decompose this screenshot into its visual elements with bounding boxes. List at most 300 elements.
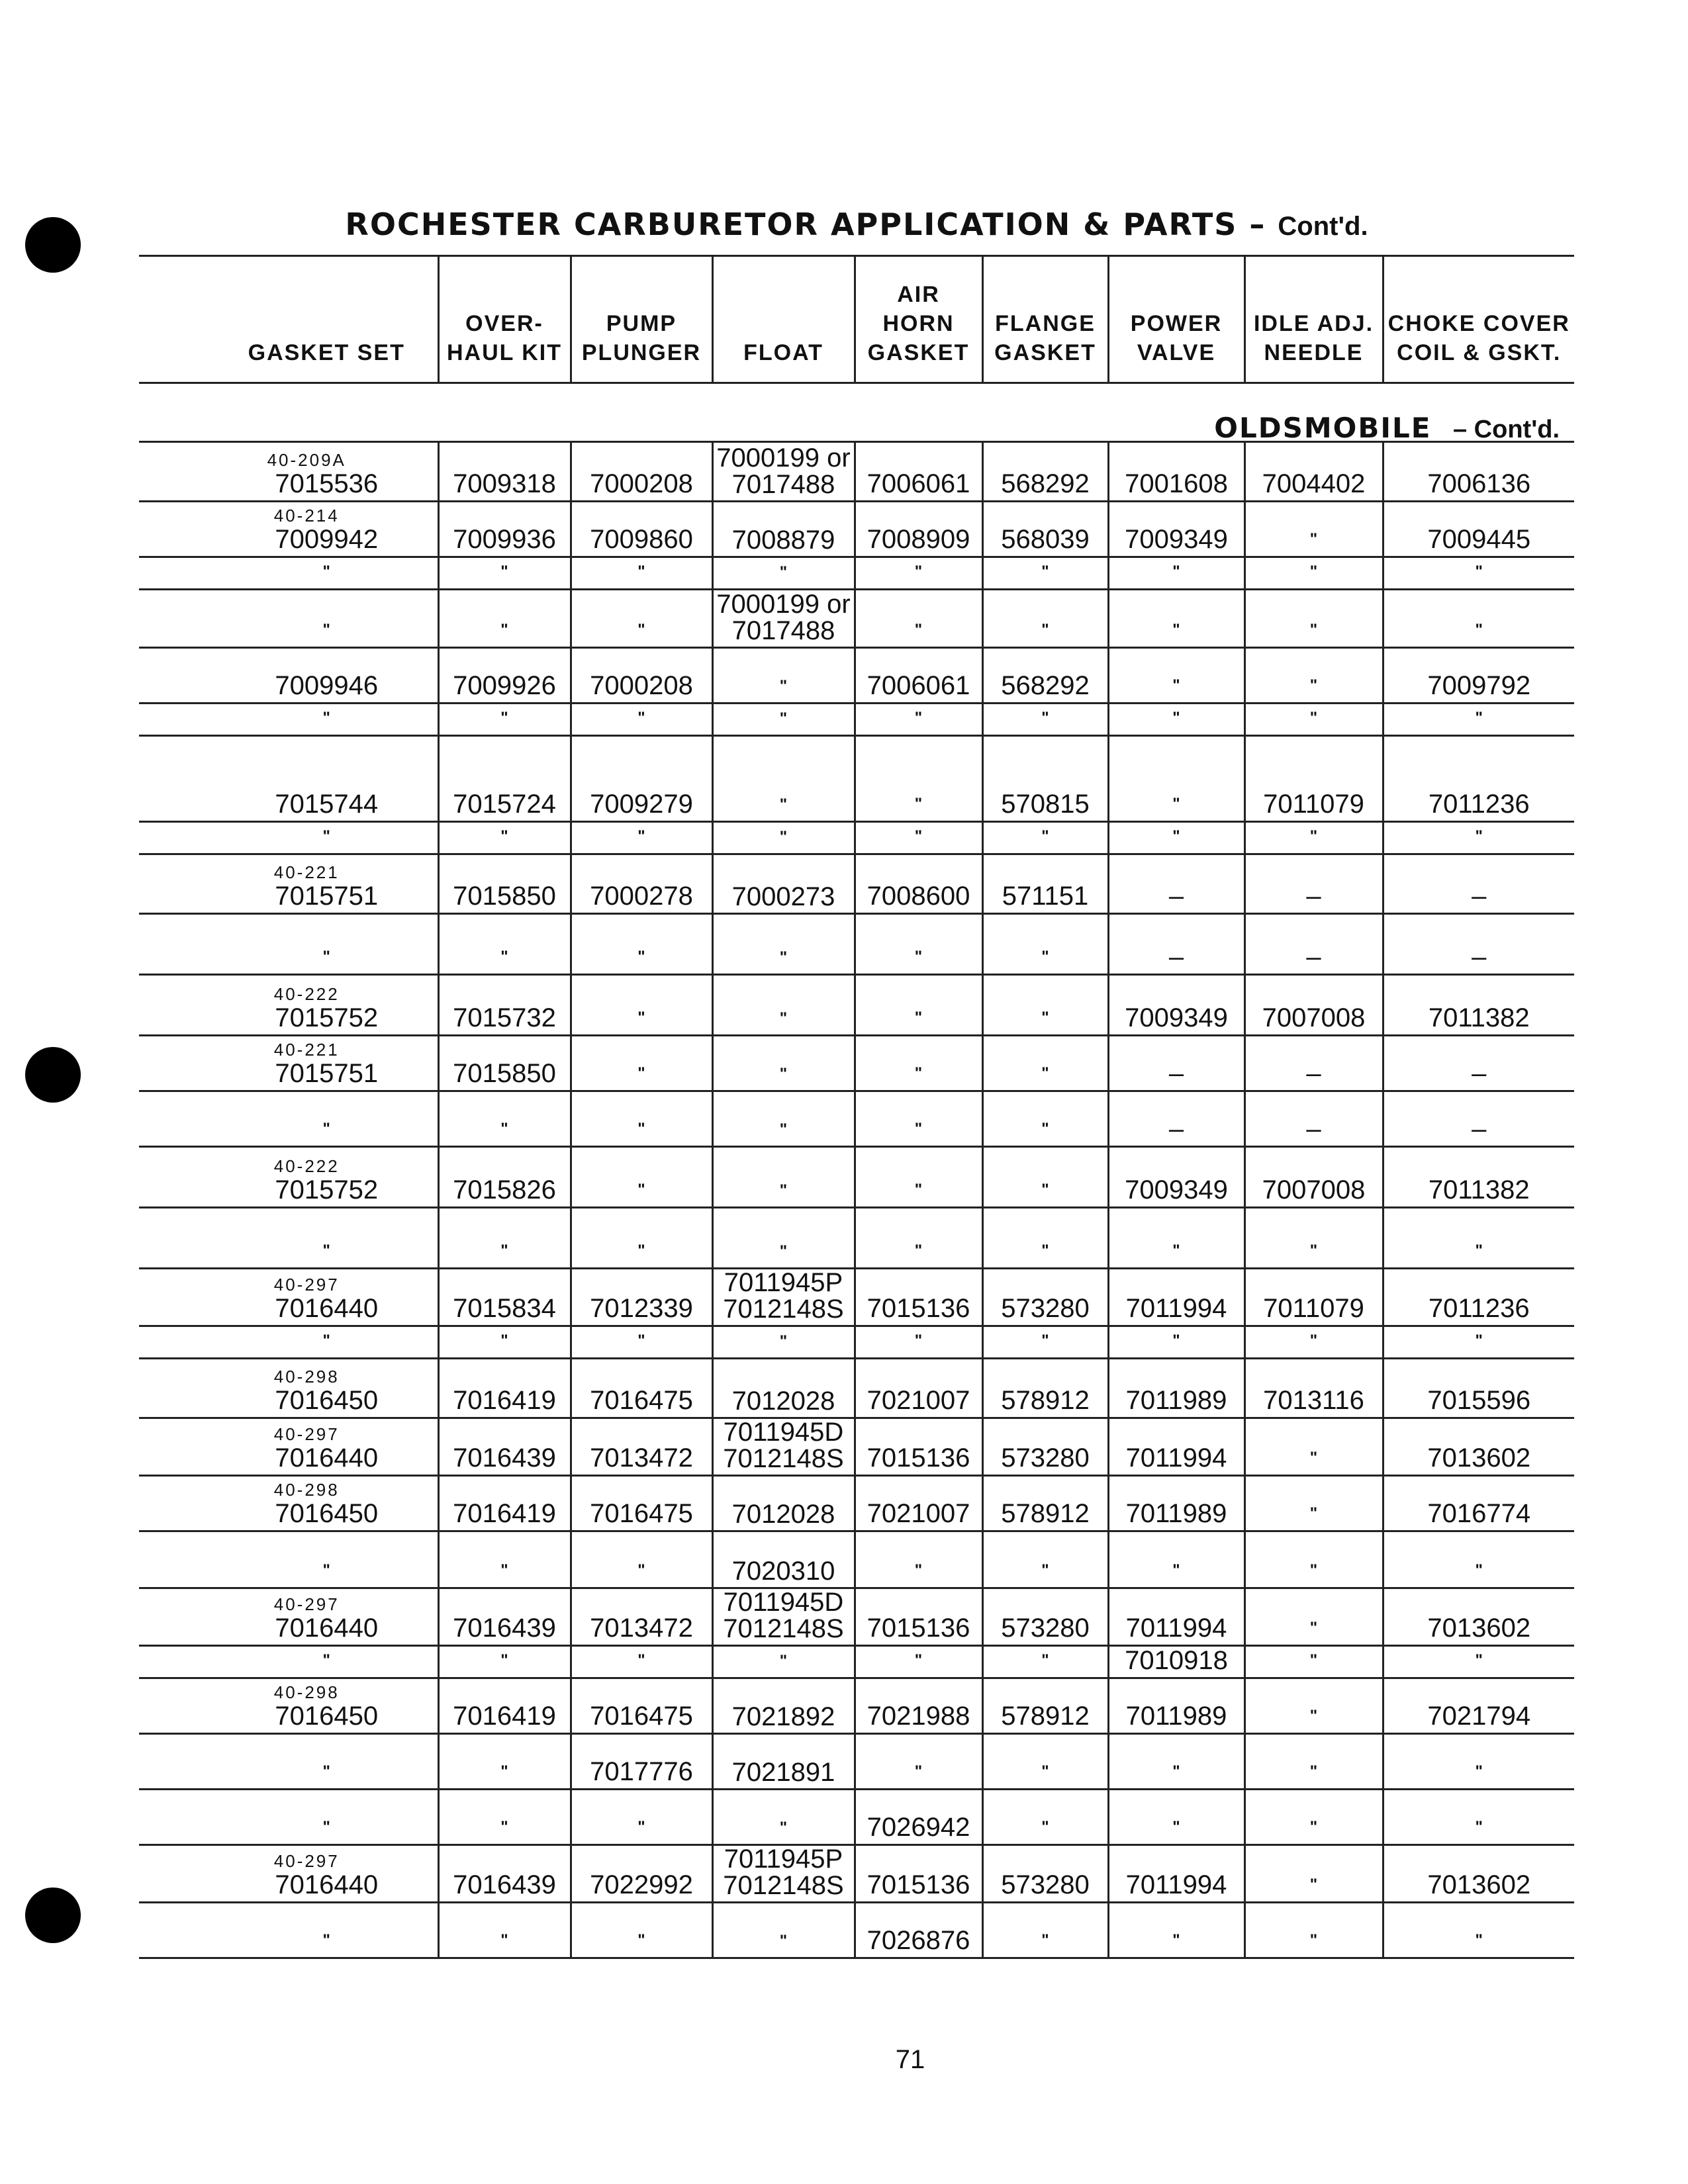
cell-choke: 7011382 xyxy=(1383,974,1574,1035)
cell-air-horn: 7026942 xyxy=(855,1789,982,1844)
float-part: 7021891 xyxy=(731,1757,835,1787)
table-row xyxy=(139,854,1574,913)
cell-air-horn: 7021007 xyxy=(855,1475,982,1531)
cell-flange: 573280 xyxy=(982,1588,1108,1645)
cell-air-horn: " xyxy=(855,703,982,735)
cell-gasket xyxy=(139,913,438,974)
cell-power: " xyxy=(1108,1207,1244,1268)
gasket-number: " xyxy=(322,1241,330,1259)
cell-air-horn: " xyxy=(855,1091,982,1146)
cell-overhaul: 7009318 xyxy=(438,443,571,501)
cell-float xyxy=(712,1358,855,1418)
cell-gasket xyxy=(139,1358,438,1418)
cell-air-horn: 7008909 xyxy=(855,501,982,557)
cell-idle: 7007008 xyxy=(1244,1146,1383,1207)
title-dash: – xyxy=(1237,206,1278,242)
cell-idle: 7013116 xyxy=(1244,1358,1383,1418)
float-part: " xyxy=(779,1818,788,1837)
cell-idle: " xyxy=(1244,1789,1383,1844)
cell-flange: 573280 xyxy=(982,1418,1108,1475)
cell-idle: " xyxy=(1244,1418,1383,1475)
cell-air-horn: " xyxy=(855,1207,982,1268)
cell-overhaul: " xyxy=(438,821,571,854)
cell-float xyxy=(712,443,855,501)
cell-power: 7011994 xyxy=(1108,1268,1244,1326)
cell-pump: " xyxy=(571,557,712,589)
cell-flange: 573280 xyxy=(982,1268,1108,1326)
cell-pump: " xyxy=(571,1645,712,1678)
title-contd: Cont'd. xyxy=(1278,212,1368,241)
cell-power: 7009349 xyxy=(1108,501,1244,557)
cell-overhaul: " xyxy=(438,557,571,589)
cell-float xyxy=(712,1733,855,1789)
cell-power: 7001608 xyxy=(1108,443,1244,501)
cell-idle: " xyxy=(1244,647,1383,703)
cell-pump: " xyxy=(571,913,712,974)
cell-air-horn: " xyxy=(855,589,982,647)
float-part: 7011945D xyxy=(723,1417,844,1447)
gasket-number: " xyxy=(322,1651,330,1669)
section-contd: – Cont'd. xyxy=(1446,416,1560,443)
cell-idle: 7011079 xyxy=(1244,1268,1383,1326)
cell-pump: " xyxy=(571,821,712,854)
cell-air-horn: 7021988 xyxy=(855,1678,982,1733)
table-row xyxy=(139,501,1574,557)
cell-flange: " xyxy=(982,557,1108,589)
cell-pump: 7013472 xyxy=(571,1418,712,1475)
cell-overhaul: " xyxy=(438,1789,571,1844)
cell-overhaul: " xyxy=(438,1531,571,1588)
float-part: 7011945P xyxy=(724,1844,843,1874)
cell-flange: " xyxy=(982,821,1108,854)
cell-air-horn: " xyxy=(855,1035,982,1091)
cell-choke: " xyxy=(1383,1902,1574,1958)
cell-choke: 7009792 xyxy=(1383,647,1574,703)
float-part: " xyxy=(779,1332,788,1350)
float-part: " xyxy=(779,676,788,695)
table-row xyxy=(139,703,1574,735)
cell-overhaul: 7016439 xyxy=(438,1588,571,1645)
cell-air-horn: 7015136 xyxy=(855,1418,982,1475)
cell-float xyxy=(712,1588,855,1645)
header-air-horn-gasket: AIR HORN GASKET xyxy=(855,256,982,383)
cell-power: 7011989 xyxy=(1108,1678,1244,1733)
cell-power: " xyxy=(1108,735,1244,821)
cell-power: " xyxy=(1108,647,1244,703)
parts-table xyxy=(139,443,1574,1959)
cell-flange: " xyxy=(982,1035,1108,1091)
cell-gasket xyxy=(139,821,438,854)
cell-air-horn: " xyxy=(855,1531,982,1588)
cell-idle: – xyxy=(1244,913,1383,974)
cell-air-horn: 7015136 xyxy=(855,1268,982,1326)
cell-overhaul: 7016439 xyxy=(438,1418,571,1475)
cell-idle: " xyxy=(1244,557,1383,589)
cell-idle: " xyxy=(1244,1207,1383,1268)
cell-pump: " xyxy=(571,1035,712,1091)
cell-overhaul: 7016419 xyxy=(438,1475,571,1531)
float-part: " xyxy=(779,1242,788,1260)
cell-float xyxy=(712,557,855,589)
cell-air-horn: 7015136 xyxy=(855,1588,982,1645)
cell-overhaul: 7015850 xyxy=(438,1035,571,1091)
cell-flange: " xyxy=(982,1902,1108,1958)
cell-gasket xyxy=(139,1418,438,1475)
cell-overhaul: " xyxy=(438,1902,571,1958)
gasket-number: " xyxy=(322,620,330,639)
cell-air-horn: " xyxy=(855,1326,982,1358)
float-part: 7012028 xyxy=(731,1386,835,1416)
header-idle-adj-needle: IDLE ADJ. NEEDLE xyxy=(1244,256,1383,383)
float-part: 7017488 xyxy=(731,469,835,499)
cell-flange: " xyxy=(982,1733,1108,1789)
cell-gasket xyxy=(139,443,438,501)
gasket-code: 40-298 xyxy=(273,1479,340,1500)
cell-air-horn: " xyxy=(855,557,982,589)
cell-flange: 568292 xyxy=(982,443,1108,501)
gasket-code: 40-214 xyxy=(273,505,340,525)
float-part: 7011945P xyxy=(724,1267,843,1297)
cell-pump: 7000208 xyxy=(571,443,712,501)
cell-power: " xyxy=(1108,1902,1244,1958)
gasket-number: 7009946 xyxy=(275,670,379,700)
cell-idle: – xyxy=(1244,1035,1383,1091)
cell-power: 7009349 xyxy=(1108,974,1244,1035)
cell-flange: 571151 xyxy=(982,854,1108,913)
gasket-code: 40-221 xyxy=(273,1039,340,1060)
gasket-number: " xyxy=(322,1119,330,1138)
cell-choke: " xyxy=(1383,1531,1574,1588)
float-part: 7011945D xyxy=(723,1587,844,1617)
cell-float xyxy=(712,1645,855,1678)
table-row xyxy=(139,1207,1574,1268)
cell-power: 7011989 xyxy=(1108,1358,1244,1418)
float-part: " xyxy=(779,827,788,846)
header-float: FLOAT xyxy=(712,256,855,383)
table-row xyxy=(139,589,1574,647)
cell-choke: – xyxy=(1383,854,1574,913)
cell-choke: " xyxy=(1383,1326,1574,1358)
cell-flange: " xyxy=(982,913,1108,974)
cell-overhaul: 7016419 xyxy=(438,1358,571,1418)
gasket-number: " xyxy=(322,1931,330,1949)
cell-overhaul: 7015826 xyxy=(438,1146,571,1207)
column-header-table xyxy=(139,255,1574,384)
header-overhaul-kit: OVER-HAUL KIT xyxy=(438,256,571,383)
cell-overhaul: 7016419 xyxy=(438,1678,571,1733)
cell-flange: " xyxy=(982,1531,1108,1588)
cell-flange: 578912 xyxy=(982,1678,1108,1733)
header-flange-gasket: FLANGE GASKET xyxy=(982,256,1108,383)
cell-float xyxy=(712,1789,855,1844)
table-row xyxy=(139,1475,1574,1531)
cell-choke: 7015596 xyxy=(1383,1358,1574,1418)
cell-idle: " xyxy=(1244,1645,1383,1678)
cell-choke: 7021794 xyxy=(1383,1678,1574,1733)
cell-choke: – xyxy=(1383,1091,1574,1146)
cell-idle: – xyxy=(1244,1091,1383,1146)
float-part: 7012148S xyxy=(723,1294,844,1324)
cell-pump: 7000278 xyxy=(571,854,712,913)
cell-power: – xyxy=(1108,913,1244,974)
table-row xyxy=(139,1531,1574,1588)
cell-overhaul: 7009926 xyxy=(438,647,571,703)
cell-float xyxy=(712,735,855,821)
cell-choke: 7006136 xyxy=(1383,443,1574,501)
cell-overhaul: " xyxy=(438,1091,571,1146)
table-row xyxy=(139,1358,1574,1418)
cell-gasket xyxy=(139,501,438,557)
cell-gasket xyxy=(139,1268,438,1326)
cell-choke: 7011236 xyxy=(1383,735,1574,821)
cell-air-horn: 7006061 xyxy=(855,647,982,703)
cell-idle: " xyxy=(1244,1733,1383,1789)
cell-float xyxy=(712,1531,855,1588)
gasket-number: 7009942 xyxy=(275,524,379,554)
cell-idle: " xyxy=(1244,1588,1383,1645)
gasket-number: " xyxy=(322,1561,330,1579)
cell-gasket xyxy=(139,1588,438,1645)
cell-overhaul: " xyxy=(438,1207,571,1268)
cell-gasket xyxy=(139,854,438,913)
cell-idle: " xyxy=(1244,703,1383,735)
cell-flange: 578912 xyxy=(982,1358,1108,1418)
cell-float xyxy=(712,1091,855,1146)
cell-float xyxy=(712,974,855,1035)
cell-air-horn: 7008600 xyxy=(855,854,982,913)
cell-flange: " xyxy=(982,974,1108,1035)
title-main: ROCHESTER CARBURETOR APPLICATION & PARTS xyxy=(345,206,1238,242)
cell-overhaul: 7015850 xyxy=(438,854,571,913)
table-row xyxy=(139,1902,1574,1958)
cell-choke: 7013602 xyxy=(1383,1844,1574,1902)
cell-idle: " xyxy=(1244,1475,1383,1531)
cell-power: " xyxy=(1108,1733,1244,1789)
float-part: " xyxy=(779,563,788,581)
table-row xyxy=(139,1678,1574,1733)
cell-power: " xyxy=(1108,703,1244,735)
float-part: 7000199 or xyxy=(716,589,851,619)
cell-air-horn: 7021007 xyxy=(855,1358,982,1418)
cell-flange: " xyxy=(982,703,1108,735)
cell-power: " xyxy=(1108,1789,1244,1844)
gasket-number: 7015751 xyxy=(275,881,379,911)
gasket-code: 40-297 xyxy=(273,1274,340,1295)
cell-choke: " xyxy=(1383,703,1574,735)
cell-choke: – xyxy=(1383,1035,1574,1091)
header-pump-plunger: PUMP PLUNGER xyxy=(571,256,712,383)
cell-flange: " xyxy=(982,1091,1108,1146)
cell-choke: " xyxy=(1383,1645,1574,1678)
cell-float xyxy=(712,1035,855,1091)
table-row xyxy=(139,557,1574,589)
cell-idle: 7011079 xyxy=(1244,735,1383,821)
gasket-number: 7016450 xyxy=(275,1385,379,1415)
cell-float xyxy=(712,854,855,913)
float-part: 7000273 xyxy=(731,882,835,911)
cell-gasket xyxy=(139,1326,438,1358)
table-row xyxy=(139,443,1574,501)
table-row xyxy=(139,1789,1574,1844)
gasket-number: 7016440 xyxy=(275,1613,379,1643)
cell-flange: " xyxy=(982,1645,1108,1678)
cell-float xyxy=(712,1475,855,1531)
cell-gasket xyxy=(139,1645,438,1678)
section-heading xyxy=(139,390,1574,443)
cell-gasket xyxy=(139,557,438,589)
cell-pump: " xyxy=(571,1902,712,1958)
cell-power: – xyxy=(1108,1091,1244,1146)
cell-gasket xyxy=(139,647,438,703)
cell-float xyxy=(712,913,855,974)
cell-flange: " xyxy=(982,1207,1108,1268)
binder-hole-top xyxy=(25,217,81,273)
cell-overhaul: " xyxy=(438,913,571,974)
cell-overhaul: 7015724 xyxy=(438,735,571,821)
cell-flange: " xyxy=(982,1146,1108,1207)
gasket-number: 7016440 xyxy=(275,1443,379,1473)
cell-float xyxy=(712,1418,855,1475)
gasket-number: 7016440 xyxy=(275,1293,379,1323)
cell-overhaul: 7016439 xyxy=(438,1844,571,1902)
cell-idle: " xyxy=(1244,501,1383,557)
gasket-number: 7015752 xyxy=(275,1175,379,1205)
cell-idle: " xyxy=(1244,1844,1383,1902)
cell-air-horn: " xyxy=(855,1645,982,1678)
cell-overhaul: " xyxy=(438,1326,571,1358)
gasket-number: 7015536 xyxy=(275,469,379,498)
cell-pump: 7016475 xyxy=(571,1358,712,1418)
cell-gasket xyxy=(139,589,438,647)
cell-gasket xyxy=(139,1146,438,1207)
table-row xyxy=(139,821,1574,854)
binder-hole-middle xyxy=(25,1047,81,1103)
cell-choke: 7013602 xyxy=(1383,1418,1574,1475)
cell-gasket xyxy=(139,1902,438,1958)
cell-flange: 568039 xyxy=(982,501,1108,557)
table-row xyxy=(139,647,1574,703)
cell-idle: " xyxy=(1244,821,1383,854)
cell-choke: " xyxy=(1383,1733,1574,1789)
cell-power: 7010918 xyxy=(1108,1645,1244,1678)
float-part: 7021892 xyxy=(731,1702,835,1731)
section-make: OLDSMOBILE xyxy=(1214,412,1432,444)
cell-choke: – xyxy=(1383,913,1574,974)
float-part: 7012148S xyxy=(723,1443,844,1473)
cell-overhaul: 7009936 xyxy=(438,501,571,557)
gasket-code: 40-222 xyxy=(273,983,340,1004)
gasket-number: 7015752 xyxy=(275,1003,379,1032)
cell-choke: " xyxy=(1383,821,1574,854)
cell-power: 7011994 xyxy=(1108,1844,1244,1902)
table-row xyxy=(139,1844,1574,1902)
cell-gasket xyxy=(139,1035,438,1091)
cell-float xyxy=(712,1268,855,1326)
cell-air-horn: " xyxy=(855,913,982,974)
float-part: " xyxy=(779,948,788,966)
cell-flange: " xyxy=(982,589,1108,647)
table-row xyxy=(139,1268,1574,1326)
cell-overhaul: 7015834 xyxy=(438,1268,571,1326)
cell-gasket xyxy=(139,974,438,1035)
cell-flange: 573280 xyxy=(982,1844,1108,1902)
float-part: 7008879 xyxy=(731,525,835,555)
float-part: " xyxy=(779,1651,788,1670)
cell-air-horn: " xyxy=(855,735,982,821)
table-row xyxy=(139,974,1574,1035)
cell-power: 7011989 xyxy=(1108,1475,1244,1531)
table-row xyxy=(139,913,1574,974)
cell-flange: " xyxy=(982,1326,1108,1358)
gasket-number: 7016450 xyxy=(275,1701,379,1731)
cell-pump: 7009860 xyxy=(571,501,712,557)
cell-pump: " xyxy=(571,1091,712,1146)
cell-pump: " xyxy=(571,703,712,735)
cell-pump: " xyxy=(571,1531,712,1588)
cell-overhaul: " xyxy=(438,1645,571,1678)
gasket-code: 40-221 xyxy=(273,862,340,882)
cell-idle: 7007008 xyxy=(1244,974,1383,1035)
cell-gasket xyxy=(139,735,438,821)
cell-float xyxy=(712,1207,855,1268)
table-row xyxy=(139,1733,1574,1789)
gasket-code: 40-222 xyxy=(273,1156,340,1176)
cell-air-horn: 7006061 xyxy=(855,443,982,501)
table-row xyxy=(139,1645,1574,1678)
gasket-number: " xyxy=(322,1331,330,1349)
cell-overhaul: " xyxy=(438,703,571,735)
gasket-number: " xyxy=(322,1762,330,1780)
gasket-number: " xyxy=(322,1817,330,1836)
gasket-number: " xyxy=(322,562,330,580)
cell-float xyxy=(712,589,855,647)
cell-float xyxy=(712,703,855,735)
cell-air-horn: " xyxy=(855,1733,982,1789)
float-part: 7020310 xyxy=(731,1556,835,1586)
float-part: " xyxy=(779,795,788,813)
cell-pump: " xyxy=(571,1207,712,1268)
cell-choke: 7009445 xyxy=(1383,501,1574,557)
cell-pump: 7012339 xyxy=(571,1268,712,1326)
cell-gasket xyxy=(139,1531,438,1588)
gasket-code: 40-298 xyxy=(273,1366,340,1387)
cell-air-horn: " xyxy=(855,821,982,854)
cell-power: – xyxy=(1108,1035,1244,1091)
cell-float xyxy=(712,501,855,557)
cell-idle: " xyxy=(1244,1531,1383,1588)
cell-gasket xyxy=(139,703,438,735)
float-part: 7017488 xyxy=(731,615,835,645)
cell-idle: " xyxy=(1244,1678,1383,1733)
cell-float xyxy=(712,821,855,854)
float-part: " xyxy=(779,1931,788,1950)
cell-air-horn: 7015136 xyxy=(855,1844,982,1902)
gasket-number: 7015744 xyxy=(275,789,379,819)
page-title xyxy=(139,206,1574,242)
float-part: " xyxy=(779,709,788,727)
gasket-number: " xyxy=(322,827,330,845)
cell-float xyxy=(712,1146,855,1207)
gasket-code: 40-297 xyxy=(273,1850,340,1871)
gasket-number: " xyxy=(322,708,330,727)
page-number: 71 xyxy=(895,2045,925,2074)
cell-float xyxy=(712,647,855,703)
cell-power: " xyxy=(1108,557,1244,589)
cell-pump: 7016475 xyxy=(571,1678,712,1733)
float-part: 7012028 xyxy=(731,1499,835,1529)
gasket-number: 7016450 xyxy=(275,1498,379,1528)
gasket-number: " xyxy=(322,947,330,966)
